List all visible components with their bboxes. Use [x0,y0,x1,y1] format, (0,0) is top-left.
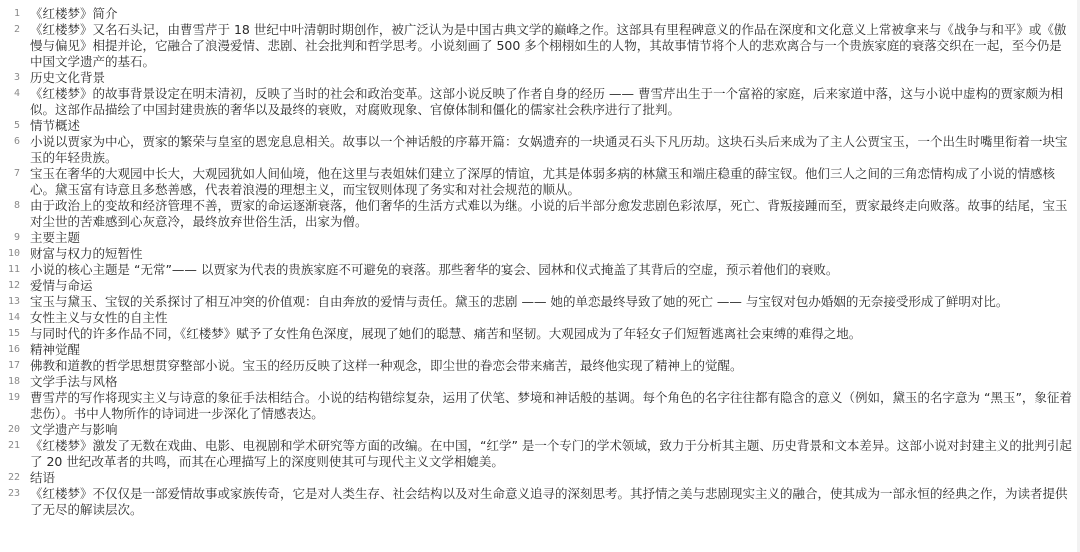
line-text[interactable]: 历史文化背景 [30,70,106,85]
editor-line[interactable] [0,22,1078,70]
line-number: 22 [7,472,20,483]
line-text[interactable]: 文学手法与风格 [30,374,118,389]
editor-line[interactable] [0,86,1078,118]
line-number: 20 [7,424,20,435]
line-number: 9 [13,232,20,243]
editor-line[interactable] [0,422,1078,438]
line-number: 2 [13,24,20,35]
editor-line[interactable] [0,70,1078,86]
line-text[interactable]: 佛教和道教的哲学思想贯穿整部小说。宝玉的经历反映了这样一种观念，即尘世的眷恋会带来痛苦，最终他实现了精神上的觉醒。 [30,358,743,373]
line-number: 23 [7,488,20,499]
line-text[interactable]: 宝玉在奢华的大观园中长大，大观园犹如人间仙境，他在这里与表姐妹们建立了深厚的情谊，尤其是体弱多病的林黛玉和端庄稳重的薛宝钗。他们三人之间的三角恋情构成了小说的情感核心。黛玉富有诗意且多愁善感，代表着浪漫的理想主义，而宝钗则体现了务实和对社会规范的顺从。 [30,166,1056,197]
line-number: 6 [13,136,20,147]
line-text[interactable]: 与同时代的许多作品不同，《红楼梦》赋予了女性角色深度，展现了她们的聪慧、痛苦和坚韧。大观园成为了年轻女子们短暂逃离社会束缚的难得之地。 [30,326,862,341]
editor-content[interactable] [0,6,1078,518]
editor-line[interactable] [0,246,1078,262]
line-number: 3 [13,72,20,83]
line-number: 14 [7,312,20,323]
line-text[interactable]: 财富与权力的短暂性 [30,246,143,261]
editor-line[interactable] [0,166,1078,198]
line-number: 4 [13,88,20,99]
editor-line[interactable] [0,486,1078,518]
line-number: 1 [13,8,20,19]
line-number: 5 [13,120,20,131]
editor-line[interactable] [0,438,1078,470]
line-text[interactable]: 宝玉与黛玉、宝钗的关系探讨了相互冲突的价值观：自由奔放的爱情与责任。黛玉的悲剧 —— 她的单恋最终导致了她的死亡 —— 与宝钗对包办婚姻的无奈接受形成了鲜明对比。 [30,294,1009,309]
line-text[interactable]: 精神觉醒 [30,342,81,357]
line-text[interactable]: 曹雪芹的写作将现实主义与诗意的象征手法相结合。小说的结构错综复杂，运用了伏笔、梦境和神话般的基调。每个角色的名字往往都有隐含的意义（例如，黛玉的名字意为 “黑玉”，象征着悲伤）。书中人物所作的诗词进一步深化了情感表达。 [30,390,1072,421]
line-text[interactable]: 《红楼梦》的故事背景设定在明末清初，反映了当时的社会和政治变革。这部小说反映了作者自身的经历 —— 曹雪芹出生于一个富裕的家庭，后来家道中落，这与小说中虚构的贾家颇为相似。这部作品描绘了中国封建贵族的奢华以及最终的衰败，对腐败现象、官僚体制和僵化的儒家社会秩序进行了批判。 [30,86,1063,117]
line-text[interactable]: 爱情与命运 [30,278,93,293]
line-number: 12 [7,280,20,291]
editor-line[interactable] [0,230,1078,246]
editor-line[interactable] [0,310,1078,326]
line-number: 17 [7,360,20,371]
editor-line[interactable] [0,134,1078,166]
line-text[interactable]: 文学遗产与影响 [30,422,118,437]
line-number: 21 [7,440,20,451]
line-number: 16 [7,344,20,355]
editor-line[interactable] [0,6,1078,22]
line-number: 13 [7,296,20,307]
editor-line[interactable] [0,262,1078,278]
line-number: 8 [13,200,20,211]
line-text[interactable]: 女性主义与女性的自主性 [30,310,168,325]
line-text[interactable]: 主要主题 [30,230,81,245]
editor-line[interactable] [0,278,1078,294]
line-number: 15 [7,328,20,339]
editor-line[interactable] [0,326,1078,342]
editor-line[interactable] [0,470,1078,486]
line-text[interactable]: 《红楼梦》不仅仅是一部爱情故事或家族传奇，它是对人类生存、社会结构以及对生命意义追寻的深刻思考。其抒情之美与悲剧现实主义的融合，使其成为一部永恒的经典之作，为读者提供了无尽的解读层次。 [30,486,1068,517]
line-text[interactable]: 结语 [30,470,56,485]
line-text[interactable]: 小说以贾家为中心，贾家的繁荣与皇室的恩宠息息相关。故事以一个神话般的序幕开篇：女娲遗弃的一块通灵石头下凡历劫。这块石头后来成为了主人公贾宝玉，一个出生时嘴里衔着一块宝玉的年轻贵族。 [30,134,1068,165]
line-text[interactable]: 《红楼梦》又名石头记，由曹雪芹于 18 世纪中叶清朝时期创作，被广泛认为是中国古典文学的巅峰之作。这部具有里程碑意义的作品在深度和文化意义上常被拿来与《战争与和平》或《傲慢与偏见》相提并论，它融合了浪漫爱情、悲剧、社会批判和哲学思考。小说刻画了 500 多个栩栩如生的人物，其故事情节将个人的悲欢离合与一个贵族家庭的衰落交织在一起，至今仍是中国文学遗产的基石。 [30,22,1067,69]
editor-line[interactable] [0,118,1078,134]
line-number: 10 [7,248,20,259]
editor-line[interactable] [0,390,1078,422]
line-text[interactable]: 情节概述 [30,118,81,133]
line-text[interactable]: 《红楼梦》激发了无数在戏曲、电影、电视剧和学术研究等方面的改编。在中国，“红学” 是一个专门的学术领域，致力于分析其主题、历史背景和文本差异。这部小说对封建主义的批判引起了 20 世纪改革者的共鸣，而其在心理描写上的深度则使其可与现代主义文学相媲美。 [30,438,1072,469]
editor-line[interactable] [0,294,1078,310]
line-number: 7 [13,168,20,179]
editor-line[interactable] [0,342,1078,358]
line-text[interactable]: 由于政治上的变故和经济管理不善，贾家的命运逐渐衰落，他们奢华的生活方式难以为继。小说的后半部分愈发悲剧色彩浓厚，死亡、背叛接踵而至，贾家最终走向败落。故事的结尾，宝玉对尘世的苦难感到心灰意冷，最终放弃世俗生活，出家为僧。 [30,198,1068,229]
line-text[interactable]: 《红楼梦》简介 [30,6,118,21]
editor-line[interactable] [0,358,1078,374]
line-number: 19 [7,392,20,403]
editor-line[interactable] [0,374,1078,390]
line-text[interactable]: 小说的核心主题是 “无常”—— 以贾家为代表的贵族家庭不可避免的衰落。那些奢华的宴会、园林和仪式掩盖了其背后的空虚，预示着他们的衰败。 [30,262,839,277]
line-number: 18 [7,376,20,387]
editor-line[interactable] [0,198,1078,230]
line-number: 11 [7,264,20,275]
